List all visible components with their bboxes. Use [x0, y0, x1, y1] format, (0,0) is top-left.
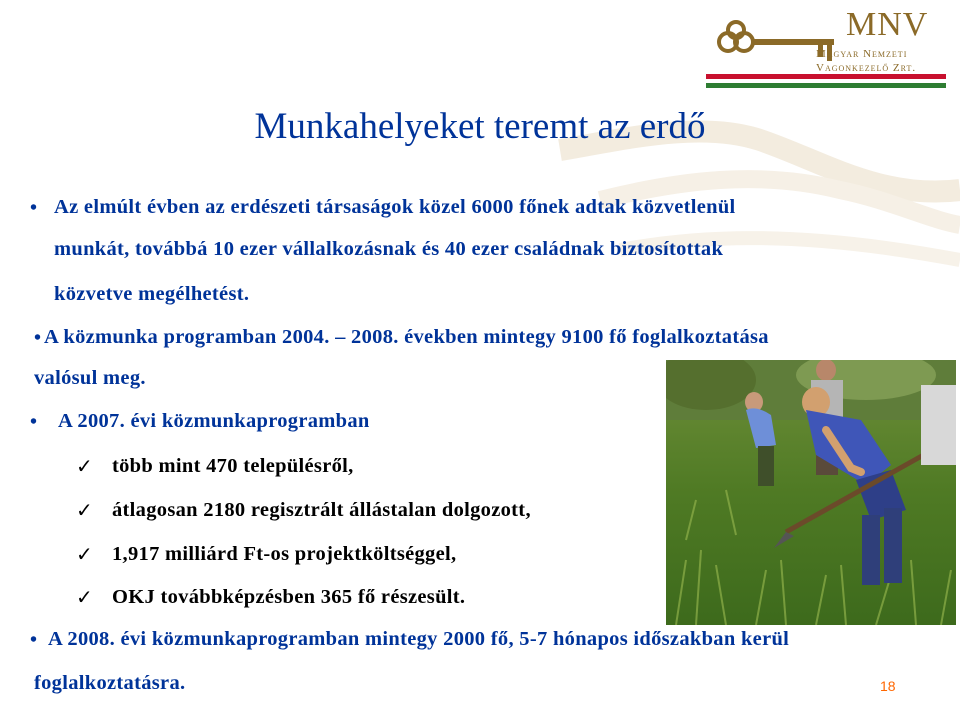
check-item: 1,917 milliárd Ft-os projektköltséggel,	[112, 543, 457, 565]
check-icon: ✓	[76, 587, 93, 609]
page-number: 18	[880, 678, 896, 694]
para1-line1: Az elmúlt évben az erdészeti társaságok közel 6000 főnek adtak közvetlenül	[54, 196, 736, 218]
check-icon: ✓	[76, 544, 93, 566]
bullet-icon: •	[30, 629, 38, 651]
logo-title: MNV	[846, 6, 929, 43]
check-icon: ✓	[76, 456, 93, 478]
para2-line1: A közmunka programban 2004. – 2008. években mintegy 9100 fő foglalkoztatása	[44, 326, 769, 348]
para1-line3: közvetve megélhetést.	[54, 283, 250, 305]
check-item: átlagosan 2180 regisztrált állástalan dolgozott,	[112, 499, 531, 521]
bullet-icon: •	[30, 197, 38, 219]
forest-workers-photo	[666, 360, 956, 625]
para4-line2: foglalkoztatásra.	[34, 672, 186, 694]
para3: A 2007. évi közmunkaprogramban	[58, 410, 370, 432]
para1-line2: munkát, továbbá 10 ezer vállalkozásnak és 40 ezer családnak biztosítottak	[54, 238, 724, 260]
mnv-logo	[706, 6, 946, 96]
bullet-icon: •	[34, 327, 42, 349]
check-icon: ✓	[76, 500, 93, 522]
logo-subtitle-1: Magyar Nemzeti	[816, 48, 908, 60]
slide-title: Munkahelyeket teremt az erdő	[254, 106, 706, 147]
check-item: OKJ továbbképzésben 365 fő részesült.	[112, 586, 466, 608]
bullet-icon: •	[30, 411, 38, 433]
para4-line1: A 2008. évi közmunkaprogramban mintegy 2000 fő, 5-7 hónapos időszakban kerül	[48, 628, 790, 650]
check-item: több mint 470 településről,	[112, 455, 354, 477]
logo-subtitle-2: Vagonkezelő Zrt.	[816, 62, 917, 74]
para2-line2: valósul meg.	[34, 367, 146, 389]
